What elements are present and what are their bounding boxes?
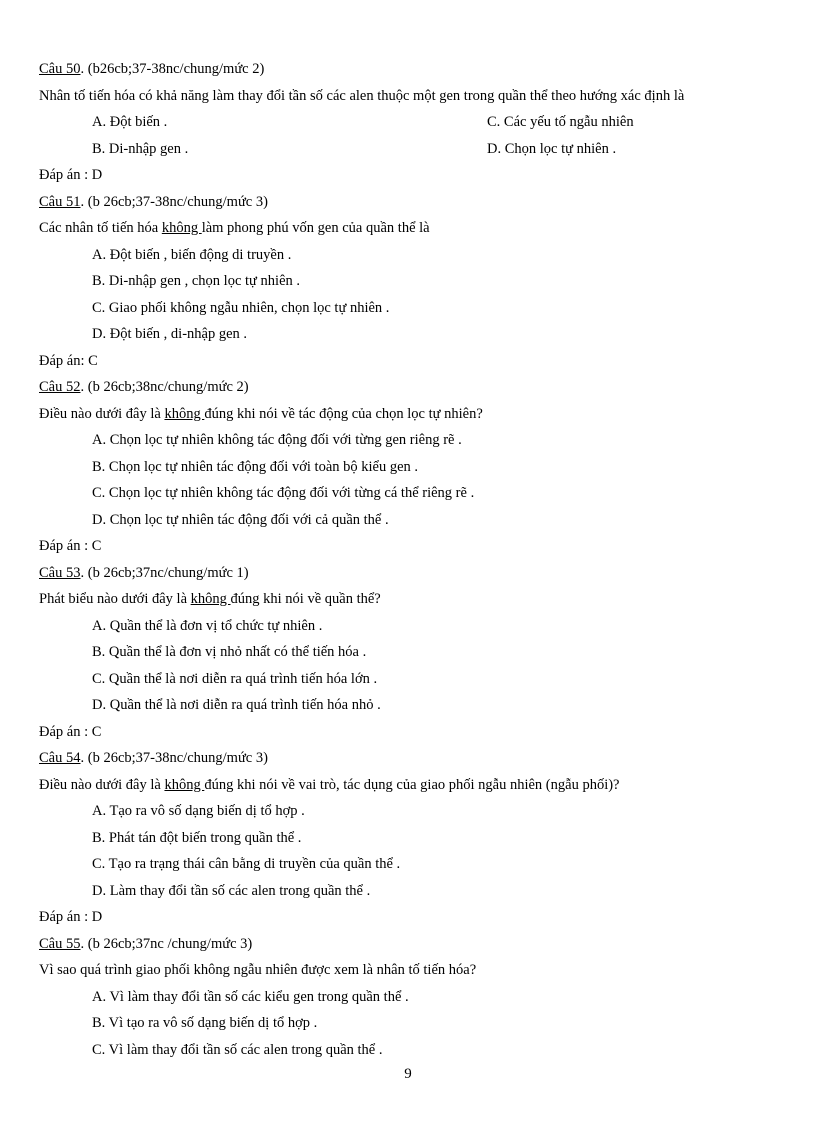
question-stem: Vì sao quá trình giao phối không ngẫu nhiên được xem là nhân tố tiến hóa? (39, 962, 477, 978)
option-b: B. Phát tán đột biến trong quần thể . (92, 829, 302, 846)
question-stem (39, 215, 779, 242)
stem-text: Điều nào dưới đây là (39, 405, 165, 422)
question-label: Câu 50 (39, 61, 81, 77)
option-c: C. Vì làm thay đổi tần số các alen trong quần thể . (92, 1041, 383, 1058)
stem-text: đúng khi nói về tác động của chọn lọc tự nhiên? (204, 405, 483, 422)
question-meta: . (b26cb;37-38nc/chung/mức 2) (80, 61, 265, 77)
option-d: D. Đột biến , di-nhập gen . (92, 326, 248, 342)
option-d: D. Làm thay đổi tần số các alen trong quần thể . (92, 882, 371, 899)
stem-emphasis: không (164, 776, 205, 793)
stem-text: đúng khi nói về vai trò, tác dụng của giao phối ngẫu nhiên (ngẫu phối)? (204, 776, 620, 793)
question-header (39, 56, 779, 83)
question-meta: . (b 26cb;37-38nc/chung/mức 3) (80, 193, 268, 210)
option-d: D. Chọn lọc tự nhiên . (487, 140, 617, 157)
option-row (39, 136, 779, 163)
option-a: A. Đột biến . (92, 114, 168, 130)
option-d: D. Quần thể là nơi diễn ra quá trình tiến hóa nhỏ . (92, 697, 381, 713)
answer-line: Đáp án : D (39, 909, 103, 925)
stem-text: đúng khi nói về quần thể? (230, 591, 381, 607)
option-a: A. Tạo ra vô số dạng biến dị tổ hợp . (92, 803, 305, 819)
answer-line: Đáp án : C (39, 538, 102, 554)
question-header (39, 745, 779, 772)
stem-text: Các nhân tố tiến hóa (39, 220, 162, 236)
option-b: B. Di-nhập gen . (92, 140, 189, 157)
question-stem: Nhân tố tiến hóa có khả năng làm thay đổi tần số các alen thuộc một gen trong quần thể theo hướng xác định là (39, 87, 685, 104)
stem-emphasis: không (190, 591, 231, 607)
stem-text: Điều nào dưới đây là (39, 776, 165, 793)
option-b: B. Chọn lọc tự nhiên tác động đối với toàn bộ kiểu gen . (92, 458, 419, 475)
question-label: Câu 54 (39, 750, 81, 766)
question-meta: . (b 26cb;37nc/chung/mức 1) (80, 564, 249, 581)
stem-emphasis: không (161, 220, 202, 236)
option-b: B. Quần thể là đơn vị nhỏ nhất có thể tiến hóa . (92, 644, 367, 660)
option-b: B. Di-nhập gen , chọn lọc tự nhiên . (92, 273, 300, 289)
stem-text: làm phong phú vốn gen của quần thể là (201, 220, 430, 236)
stem-emphasis: không (164, 405, 205, 422)
question-header (39, 560, 779, 587)
option-c: C. Các yếu tố ngẫu nhiên (487, 114, 634, 130)
option-a: A. Vì làm thay đổi tần số các kiểu gen trong quần thể . (92, 988, 409, 1005)
question-label: Câu 53 (39, 564, 81, 581)
option-a: A. Đột biến , biến động di truyền . (92, 246, 292, 263)
option-d: D. Chọn lọc tự nhiên tác động đối với cả quần thể . (92, 511, 389, 528)
answer-line: Đáp án: C (39, 352, 98, 369)
stem-text: Phát biểu nào dưới đây là (39, 591, 191, 607)
answer-line: Đáp án : D (39, 167, 103, 183)
option-a: A. Chọn lọc tự nhiên không tác động đối với từng gen riêng rẽ . (92, 432, 462, 448)
option-c: C. Quần thể là nơi diễn ra quá trình tiến hóa lớn . (92, 670, 378, 687)
answer-line: Đáp án : C (39, 723, 102, 740)
question-meta: . (b 26cb;38nc/chung/mức 2) (80, 379, 249, 395)
question-label: Câu 55 (39, 935, 81, 952)
question-meta: . (b 26cb;37-38nc/chung/mức 3) (80, 750, 268, 766)
option-a: A. Quần thể là đơn vị tổ chức tự nhiên . (92, 617, 323, 634)
question-meta: . (b 26cb;37nc /chung/mức 3) (80, 935, 253, 952)
option-row (39, 109, 779, 136)
question-label: Câu 51 (39, 193, 81, 210)
question-stem (39, 401, 779, 428)
option-c: C. Tạo ra trạng thái cân bằng di truyền của quần thể . (92, 856, 401, 872)
option-b: B. Vì tạo ra vô số dạng biến dị tổ hợp . (92, 1015, 318, 1031)
question-header (39, 931, 779, 958)
option-c: C. Giao phối không ngẫu nhiên, chọn lọc tự nhiên . (92, 299, 390, 316)
page-number: 9 (404, 1066, 412, 1082)
question-header (39, 189, 779, 216)
question-header (39, 374, 779, 401)
question-stem (39, 586, 779, 613)
document-page (39, 56, 779, 1063)
question-label: Câu 52 (39, 379, 81, 395)
question-stem (39, 772, 779, 799)
option-c: C. Chọn lọc tự nhiên không tác động đối với từng cá thể riêng rẽ . (92, 485, 475, 501)
